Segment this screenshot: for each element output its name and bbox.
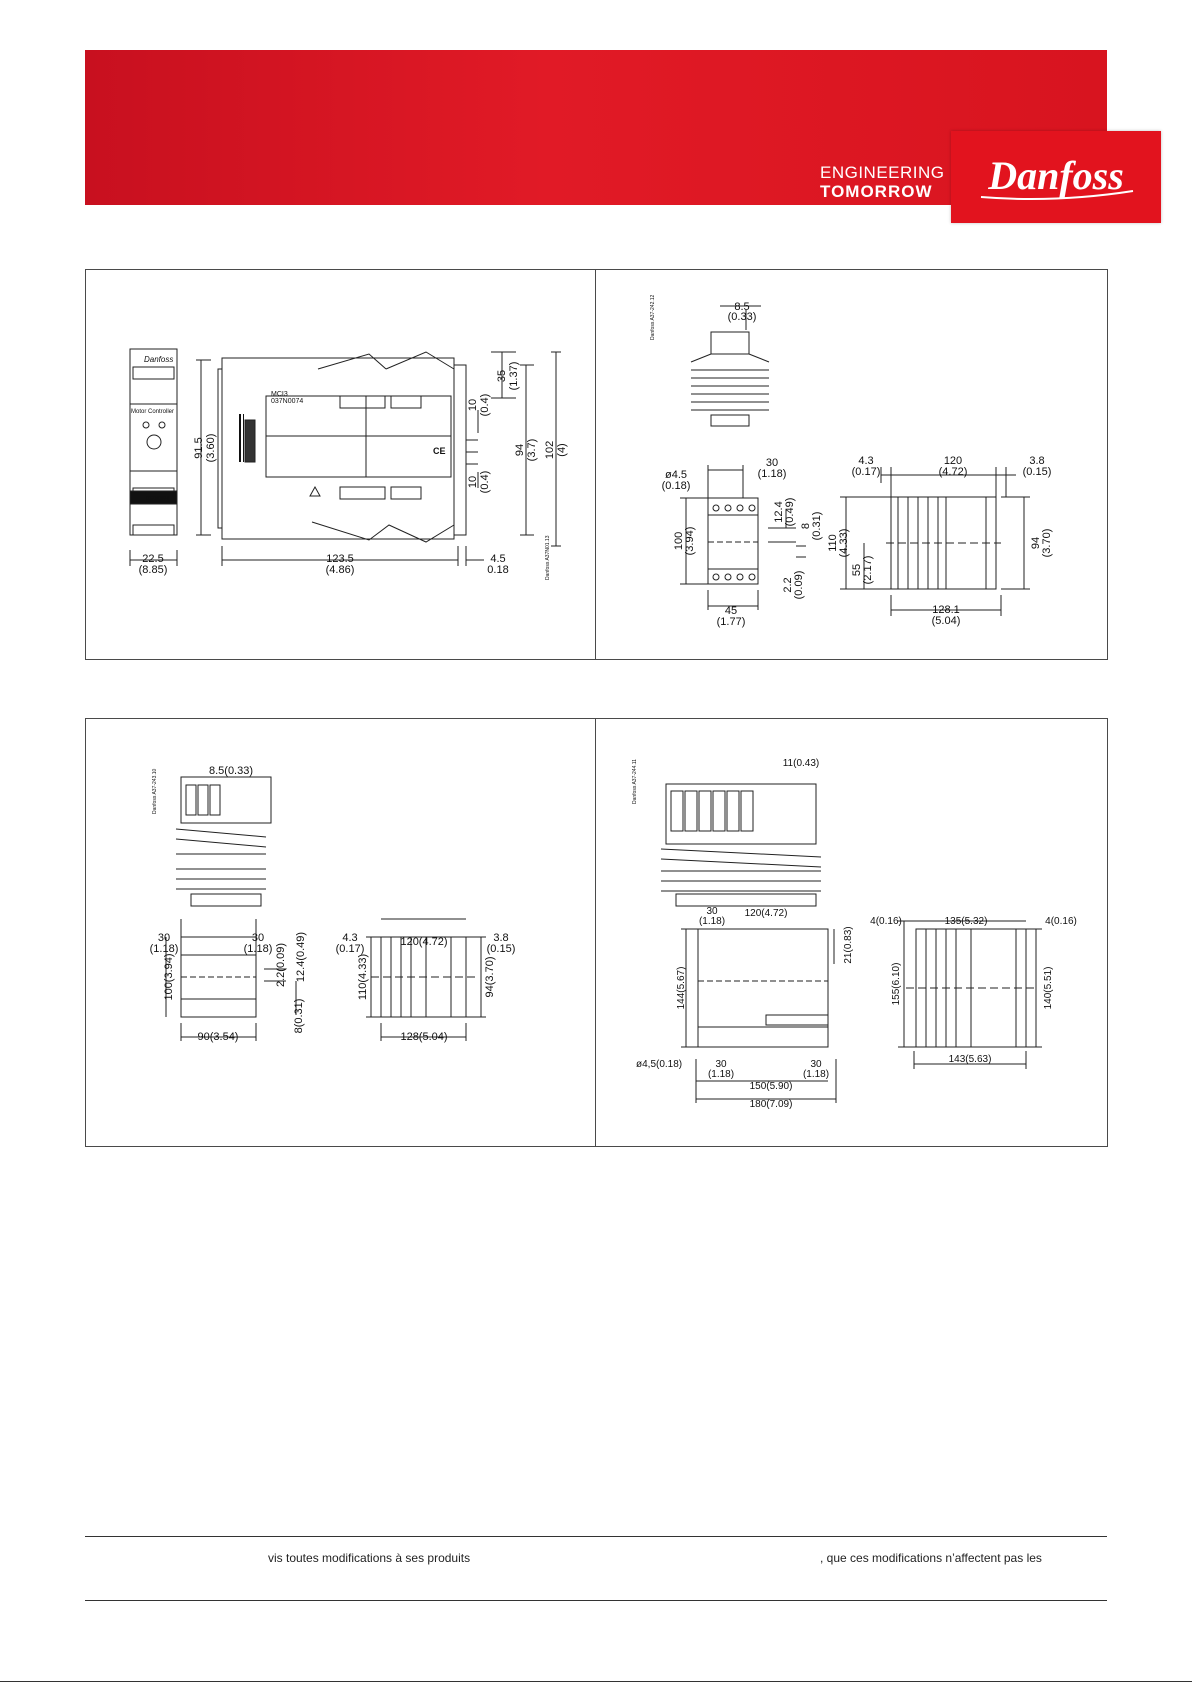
mci50-body-top: 120(4.72) — [744, 908, 788, 919]
mci15-body-in: (4.72) — [938, 466, 968, 478]
mci25-width: 90(3.54) — [197, 1031, 239, 1043]
mci3-model-label: MCI3 — [271, 391, 288, 398]
mci15-hole-sp: 30 — [765, 457, 779, 469]
mci25-drawing — [86, 719, 596, 1146]
dim-depth-in: (4.86) — [325, 564, 355, 576]
dim-term1: 10 — [467, 398, 479, 412]
mci50-hole-b1: 30 — [715, 1059, 727, 1070]
mci25-hole-r-in: (1.18) — [243, 943, 273, 955]
mci50-side-h: 155(6.10) — [891, 962, 902, 1006]
mci15-depth-in: (5.04) — [931, 615, 961, 627]
mci50-hole-b1-in: (1.18) — [707, 1069, 735, 1080]
dim-height: 91.5 — [193, 437, 205, 459]
mci15-dim-c: 2.2 — [782, 577, 794, 593]
tagline — [820, 163, 945, 201]
mci25-depth: 128(5.04) — [400, 1031, 448, 1043]
mci15-drawing-ref: Danfoss A37-242.12 — [650, 294, 656, 340]
tagline-line2: TOMORROW — [820, 182, 933, 201]
mci15-hole-in: (0.18) — [661, 480, 691, 492]
mci25-side-h: 110(4.33) — [357, 953, 369, 1001]
mci15-left-in: (0.17) — [851, 466, 881, 478]
footer-rule-bottom — [85, 1600, 1107, 1601]
mci25-dim-c: 8(0.31) — [293, 998, 305, 1034]
mci25-hole-l-in: (1.18) — [149, 943, 179, 955]
mci50-drawing-ref: Danfoss A37-244.11 — [632, 759, 638, 804]
mci15-height-in: (3.94) — [684, 526, 696, 556]
mci25-dim-a: 2.2(0.09) — [275, 942, 287, 988]
mci15-width: 45 — [724, 605, 738, 617]
mci25-hole-l: 30 — [157, 932, 171, 944]
footer-rule-top — [85, 1536, 1107, 1537]
mci50-side-mid: 140(5.51) — [1043, 966, 1054, 1010]
front-code-label: 037N0074 — [146, 496, 170, 502]
mci50-dim-a: 21(0.83) — [843, 926, 854, 964]
dim-term2-in: (0.4) — [479, 470, 491, 494]
mci15-dim-c-in: (0.09) — [793, 570, 805, 600]
tagline-line1: ENGINEERING — [820, 163, 945, 182]
mci15-top-gap: 8.5 — [734, 301, 750, 313]
dim-term2: 10 — [467, 475, 479, 489]
dim-width: 22.5 — [142, 553, 164, 565]
drawing-panel-mci15 — [595, 269, 1108, 660]
mci25-side-mid: 94(3.70) — [484, 956, 496, 998]
mci15-width-in: (1.77) — [716, 616, 746, 628]
drawing-panel-mci3 — [85, 269, 597, 660]
dim-mid-in: (3.7) — [526, 438, 538, 462]
mci15-depth: 128.1 — [932, 604, 960, 616]
dim-top: 35 — [496, 369, 508, 383]
mci15-height: 100 — [673, 531, 685, 551]
mci50-left: 4(0.16) — [870, 916, 902, 927]
ce-mark: CE — [433, 446, 446, 456]
mci15-side-mid: 94 — [1030, 536, 1042, 550]
mci15-hole: ø4.5 — [664, 469, 688, 481]
drawing-panel-mci25 — [85, 718, 597, 1147]
mci15-body: 120 — [943, 455, 963, 467]
mci15-side-h: 110 — [827, 534, 839, 552]
logo-wordmark: Danfoss — [988, 153, 1124, 198]
mci25-left: 4.3 — [342, 932, 358, 944]
dim-height-in: (3.60) — [205, 433, 217, 463]
mci50-depth: 143(5.63) — [948, 1054, 992, 1065]
mci50-drawing — [596, 719, 1107, 1146]
mci25-top-gap: 8.5(0.33) — [208, 765, 254, 777]
drawing-ref: Danfoss A37N01.13 — [545, 535, 551, 580]
dim-top-in: (1.37) — [508, 361, 520, 391]
mci25-right: 3.8 — [493, 932, 509, 944]
footer-text-left: vis toutes modifications à ses produits — [268, 1551, 471, 1565]
mci15-right-in: (0.15) — [1022, 466, 1052, 478]
mci25-height: 100(3.94) — [163, 953, 175, 1001]
mci50-hole-sp: 30 — [706, 906, 718, 917]
drawing-panel-mci50 — [595, 718, 1108, 1147]
mci15-half: 55 — [851, 563, 863, 577]
mci15-dim-a-in: (0.49) — [784, 497, 796, 527]
dim-total-in: (4) — [556, 443, 568, 457]
dim-mid: 94 — [514, 443, 526, 457]
mci15-hole-sp-in: (1.18) — [757, 468, 787, 480]
dim-total: 102 — [544, 440, 556, 460]
mci25-body: 120(4.72) — [400, 936, 448, 948]
mci50-hole-b2: 30 — [810, 1059, 822, 1070]
mci15-side-h-in: (4.33) — [838, 528, 850, 558]
mci15-half-in: (2.17) — [862, 555, 874, 585]
mci50-right: 4(0.16) — [1045, 916, 1077, 927]
mci50-height: 144(5.67) — [676, 966, 687, 1010]
mci15-dim-a: 12.4 — [773, 501, 785, 523]
front-brand-label: Danfoss — [144, 355, 174, 364]
mci50-hole-b2-in: (1.18) — [802, 1069, 830, 1080]
mci3-code-label: 037N0074 — [271, 398, 304, 405]
mci50-hole: ø4,5(0.18) — [636, 1059, 683, 1070]
mci25-hole-r: 30 — [251, 932, 265, 944]
front-title-label: Motor Controller — [131, 409, 175, 415]
mci50-span: 150(5.90) — [749, 1081, 793, 1092]
dim-depth: 123.5 — [326, 553, 354, 565]
dim-rail: 4.5 — [490, 553, 506, 565]
mci50-body: 135(5.32) — [944, 916, 988, 927]
mci50-width: 180(7.09) — [749, 1099, 793, 1110]
page-bottom-line — [0, 1681, 1192, 1682]
mci15-top-gap-in: (0.33) — [727, 311, 757, 323]
mci25-dim-b: 12.4(0.49) — [295, 931, 307, 983]
mci15-left: 4.3 — [858, 455, 874, 467]
mci25-drawing-ref: Danfoss A37-243.10 — [152, 768, 158, 814]
footer-text-right: , que ces modifications n’affectent pas les — [820, 1551, 1042, 1565]
mci15-dim-b-in: (0.31) — [811, 511, 823, 541]
mci25-right-in: (0.15) — [486, 943, 516, 955]
mci15-dim-b: 8 — [800, 522, 812, 530]
mci15-drawing — [596, 270, 1107, 659]
header-banner — [85, 50, 1124, 205]
dim-width-in: (8.85) — [138, 564, 168, 576]
mci50-hole-sp-in: (1.18) — [698, 916, 726, 927]
mci50-top-gap: 11(0.43) — [782, 758, 820, 769]
danfoss-logo — [951, 131, 1161, 223]
dim-term1-in: (0.4) — [479, 393, 491, 417]
mci15-right: 3.8 — [1029, 455, 1045, 467]
dim-rail-in: 0.18 — [487, 564, 509, 576]
mci3-drawing — [86, 270, 596, 659]
mci15-side-mid-in: (3.70) — [1041, 528, 1053, 558]
mci25-left-in: (0.17) — [335, 943, 365, 955]
